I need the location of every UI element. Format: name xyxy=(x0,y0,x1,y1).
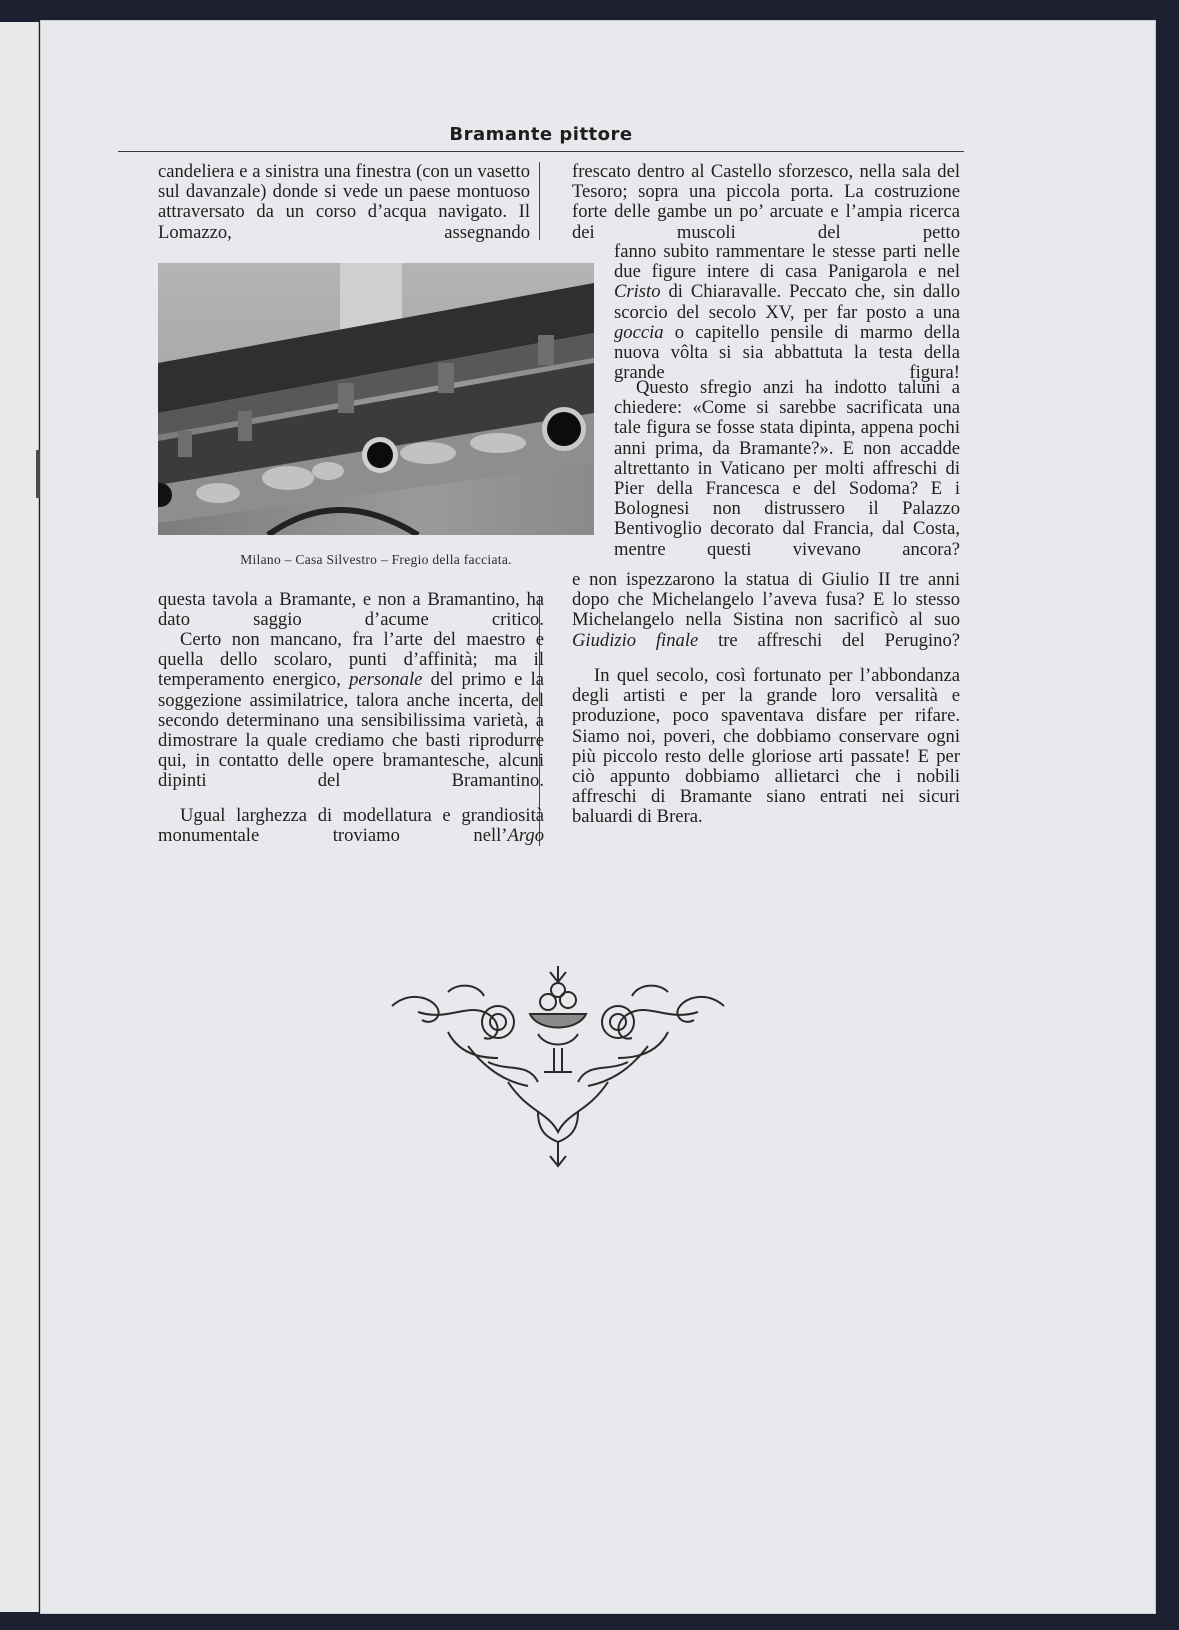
right-paragraph-1a: frescato dentro al Castello sforzesco, nella sala del Tesoro; sopra una piccola porta. La costruzione forte delle gambe un po’ arcuate e l’ampia ricerca dei muscoli del petto xyxy=(572,161,960,243)
left-paragraph-3: Certo non mancano, fra l’arte del maestro e quella dello scolaro, punti d’affinità; ma il temperamento energico, personale del primo e la soggezione assimilatrice, talora anche incerta, del secondo determinano una sensibilissima varietà, a dimostrare la quale crediamo che basti riprodurre qui, in contatto delle opere bramantesche, alcuni dipinti del Bramantino. xyxy=(158,629,544,792)
page-title: Bramante pittore xyxy=(449,124,633,145)
figure-caption: Milano – Casa Silvestro – Fregio della facciata. xyxy=(240,552,512,567)
header-rule xyxy=(118,151,964,152)
left-paragraph-2: questa tavola a Bramante, e non a Bramantino, ha dato saggio d’acume critico. xyxy=(158,589,544,631)
right-paragraph-1b: fanno subito rammentare le stesse parti nelle due figure intere di casa Panigarola e nel Cristo di Chiaravalle. Peccato che, sin dallo scorcio del secolo XV, per far posto a una goccia o capitello pensile di marmo della nuova vôlta si sia abbattuta la testa della grande figura! xyxy=(614,241,960,384)
column-divider-top xyxy=(539,162,540,240)
ornament-vignette-icon xyxy=(388,962,728,1168)
left-paragraph-1: candeliera e a sinistra una finestra (con un vasetto sul davanzale) donde si vede un paese montuoso attraversato da un corso d’acqua navigato. Il Lomazzo, assegnando xyxy=(158,161,530,243)
running-header xyxy=(118,104,964,154)
right-paragraph-3: In quel secolo, così fortunato per l’abbondanza degli artisti e per la grande loro versalità e produzione, poco spaventava disfare per rifare. Siamo noi, poveri, che dobbiamo conservare ogni più piccolo resto delle gloriose arti passate! E per ciò appunto dobbiamo allietarci che i nobili affreschi di Bramante siano entrati nei sicuri baluardi di Brera. xyxy=(572,665,960,828)
facing-page-edge xyxy=(0,22,39,1612)
right-paragraph-2a: Questo sfregio anzi ha indotto taluni a chiedere: «Come si sarebbe sacrificata una tale figura se fosse stata dipinta, appena pochi anni prima, da Bramante?». E non accadde altrettanto in Vaticano per molti affreschi di Pier della Francesca e del Sodoma? E i Bolognesi non distrussero il Palazzo Bentivoglio decorato dal Francia, dal Costa, mentre questi vivevano ancora? xyxy=(614,377,960,560)
right-paragraph-2b: e non ispezzarono la statua di Giulio II tre anni dopo che Michelangelo l’aveva fusa? E lo stesso Michelangelo nella Sistina non sacrificò al suo Giudizio finale tre affreschi del Perugino? xyxy=(572,569,960,651)
facade-frieze-photo xyxy=(158,263,594,535)
frieze-image xyxy=(158,263,594,535)
left-paragraph-4: Ugual larghezza di modellatura e grandiosità monumentale troviamo nell’Argo xyxy=(158,805,544,847)
decorative-vignette xyxy=(388,962,728,1168)
